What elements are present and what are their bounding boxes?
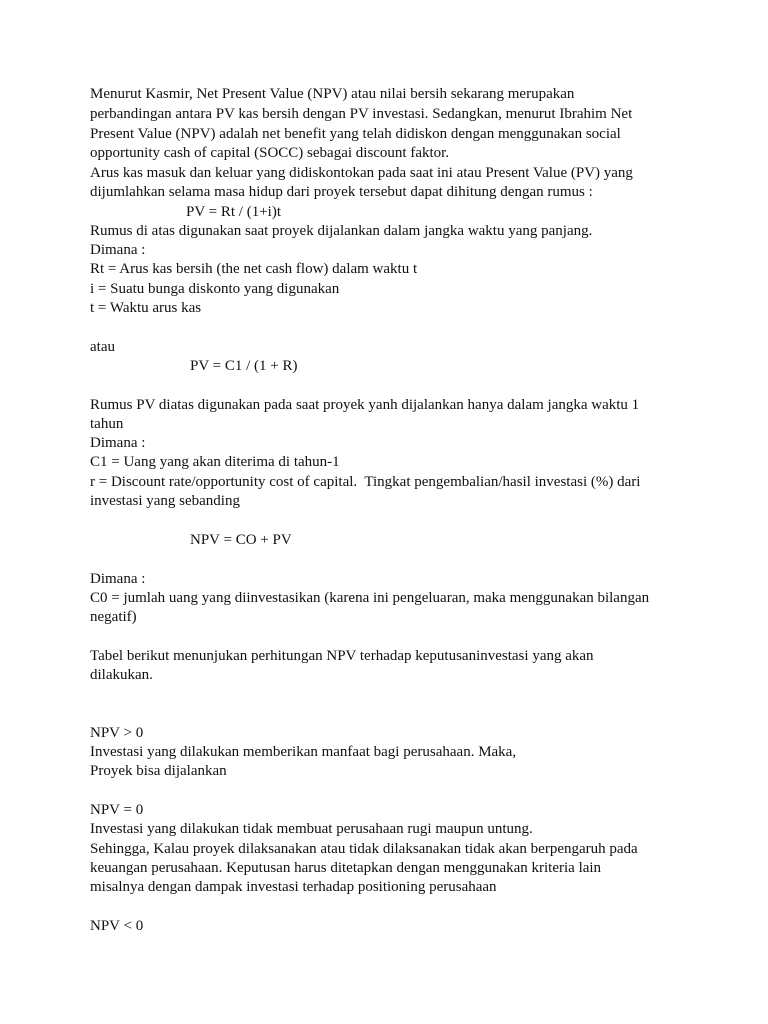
text-line: Rt = Arus kas bersih (the net cash flow) dalam waktu t — [90, 261, 418, 277]
text-line: keuangan perusahaan. Keputusan harus ditetapkan dengan menggunakan kriteria lain — [90, 860, 602, 876]
text-line: Dimana : — [90, 571, 146, 587]
text-line: opportunity cash of capital (SOCC) sebagai discount faktor. — [90, 145, 450, 161]
text-line: negatif) — [90, 609, 137, 625]
text-line: investasi yang sebanding — [90, 493, 240, 509]
text-line: Sehingga, Kalau proyek dilaksanakan atau tidak dilaksanakan tidak akan berpengaruh pada — [90, 841, 638, 857]
text-line: Investasi yang dilakukan tidak membuat perusahaan rugi maupun untung. — [90, 821, 533, 837]
formula-pv-long: PV = Rt / (1+i)t — [186, 204, 281, 220]
text-line: tahun — [90, 416, 124, 432]
formula-pv-short: PV = C1 / (1 + R) — [190, 358, 298, 374]
text-line: C0 = jumlah uang yang diinvestasikan (karena ini pengeluaran, maka menggunakan bilangan — [90, 590, 650, 606]
text-line: Proyek bisa dijalankan — [90, 763, 227, 779]
text-line: Rumus PV diatas digunakan pada saat proyek yanh dijalankan hanya dalam jangka waktu 1 — [90, 397, 640, 413]
text-line: Investasi yang dilakukan memberikan manfaat bagi perusahaan. Maka, — [90, 744, 517, 760]
text-line: dijumlahkan selama masa hidup dari proyek tersebut dapat dihitung dengan rumus : — [90, 184, 593, 200]
text-line: Menurut Kasmir, Net Present Value (NPV) atau nilai bersih sekarang merupakan — [90, 86, 575, 102]
text-line: Dimana : — [90, 242, 146, 258]
text-line: t = Waktu arus kas — [90, 300, 202, 316]
text-line: Rumus di atas digunakan saat proyek dijalankan dalam jangka waktu yang panjang. — [90, 223, 593, 239]
formula-npv: NPV = CO + PV — [190, 532, 292, 548]
text-line: r = Discount rate/opportunity cost of capital. Tingkat pengembalian/hasil investasi (%) dari — [90, 474, 641, 490]
heading-npv-zero: NPV = 0 — [90, 802, 144, 818]
text-line: perbandingan antara PV kas bersih dengan PV investasi. Sedangkan, menurut Ibrahim Net — [90, 106, 633, 122]
text-line: atau — [90, 339, 115, 355]
text-line: i = Suatu bunga diskonto yang digunakan — [90, 281, 340, 297]
heading-npv-positive: NPV > 0 — [90, 725, 144, 741]
text-line: Tabel berikut menunjukan perhitungan NPV terhadap keputusaninvestasi yang akan — [90, 648, 594, 664]
text-line: dilakukan. — [90, 667, 153, 683]
heading-npv-negative: NPV < 0 — [90, 918, 144, 934]
text-line: Arus kas masuk dan keluar yang didiskontokan pada saat ini atau Present Value (PV) yang — [90, 165, 633, 181]
text-line: Dimana : — [90, 435, 146, 451]
text-line: C1 = Uang yang akan diterima di tahun-1 — [90, 454, 340, 470]
text-line: misalnya dengan dampak investasi terhadap positioning perusahaan — [90, 879, 497, 895]
text-line: Present Value (NPV) adalah net benefit yang telah didiskon dengan menggunakan social — [90, 126, 621, 142]
